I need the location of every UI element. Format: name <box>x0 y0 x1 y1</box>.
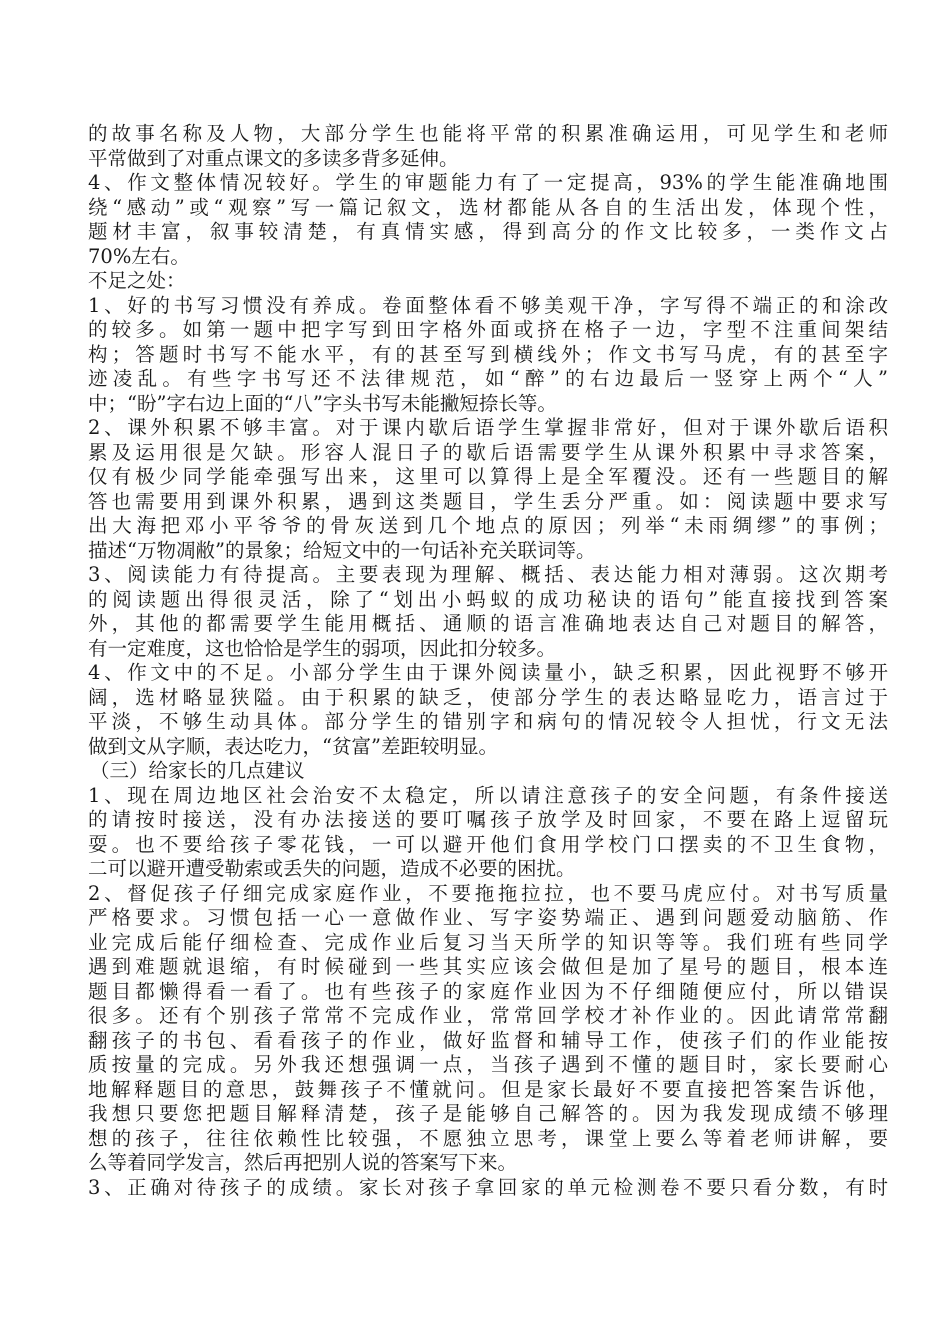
text-line: 耍。也不要给孩子零花钱，一可以避开他们食用学校门口摆卖的不卫生食物， <box>88 832 888 856</box>
text-line: 构；答题时书写不能水平，有的甚至写到横线外；作文书写马虎，有的甚至字 <box>88 342 888 366</box>
text-line: 仅有极少同学能牵强写出来，这里可以算得上是全军覆没。还有一些题目的解 <box>88 465 888 488</box>
text-line: 有一定难度，这也恰恰是学生的弱项，因此扣分较多。 <box>88 636 557 660</box>
text-line: 业完成后能仔细检查、完成作业后复习当天所学的知识等等。我们班有些同学 <box>88 930 888 954</box>
text-line: 严格要求。习惯包括一心一意做作业、写字姿势端正、遇到问题爱动脑筋、作 <box>88 906 888 929</box>
text-line: 的阅读题出得很灵活，除了“划出小蚂蚁的成功秘诀的语句”能直接找到答案 <box>88 587 888 611</box>
text-line: 不足之处： <box>88 269 186 292</box>
text-line: 想的孩子，往往依赖性比较强，不愿独立思考，课堂上要么等着老师讲解，要 <box>88 1126 888 1150</box>
text-line: 中；“盼”字右边上面的“八”字头书写未能撇短捺长等。 <box>88 391 557 415</box>
text-line: 么等着同学发言，然后再把别人说的答案写下来。 <box>88 1151 518 1174</box>
text-line: 1、好的书写习惯没有养成。卷面整体看不够美观干净，字写得不端正的和涂改 <box>88 293 888 317</box>
text-line: 题材丰富，叙事较清楚，有真情实感，得到高分的作文比较多，一类作文占 <box>88 220 888 243</box>
text-line: 翻孩子的书包、看看孩子的作业，做好监督和辅导工作，使孩子们的作业能按 <box>88 1028 888 1052</box>
text-line: 4、作文中的不足。小部分学生由于课外阅读量小，缺乏积累，因此视野不够开 <box>88 661 888 684</box>
text-line: 外，其他的都需要学生能用概括、通顺的语言准确地表达自己对题目的解答， <box>88 612 888 635</box>
text-line: 绕“感动”或“观察”写一篇记叙文，选材都能从各自的生活出发，体现个性， <box>88 195 888 219</box>
text-line: 质按量的完成。另外我还想强调一点，当孩子遇到不懂的题目时，家长要耐心 <box>88 1053 888 1076</box>
text-line: 平常做到了对重点课文的多读多背多延伸。 <box>88 146 459 170</box>
text-line: 2、督促孩子仔细完成家庭作业，不要拖拖拉拉，也不要马虎应付。对书写质量 <box>88 881 888 905</box>
text-line: 1、现在周边地区社会治安不太稳定，所以请注意孩子的安全问题，有条件接送 <box>88 783 888 807</box>
document-body <box>88 122 888 1200</box>
text-line: 70%左右。 <box>88 244 190 268</box>
text-line: 二可以避开遭受勒索或丢失的问题，造成不必要的困扰。 <box>88 857 576 880</box>
text-line: 题目都懒得看一看了。也有些孩子的家庭作业因为不仔细随便应付，所以错误 <box>88 979 888 1003</box>
text-line: 迹凌乱。有些字书写还不法律规范，如“醉”的右边最后一竖穿上两个“人” <box>88 367 888 390</box>
text-line: 描述“万物凋敝”的景象；给短文中的一句话补充关联词等。 <box>88 538 596 562</box>
text-line: 遇到难题就退缩，有时候碰到一些其实应该会做但是加了星号的题目，根本连 <box>88 955 888 978</box>
text-line: 阔，选材略显狭隘。由于积累的缺乏，使部分学生的表达略显吃力，语言过于 <box>88 685 888 709</box>
text-line: 平淡，不够生动具体。部分学生的错别字和病句的情况较令人担忧，行文无法 <box>88 710 888 733</box>
text-line: 3、阅读能力有待提高。主要表现为理解、概括、表达能力相对薄弱。这次期考 <box>88 563 888 586</box>
section-heading: （三）给家长的几点建议 <box>90 759 305 782</box>
text-line: 出大海把邓小平爷爷的骨灰送到几个地点的原因；列举“未雨绸缪”的事例； <box>88 514 888 537</box>
text-line: 累及运用很是欠缺。形容人混日子的歇后语需要学生从课外积累中寻求答案， <box>88 440 888 464</box>
text-line: 地解释题目的意思，鼓舞孩子不懂就问。但是家长最好不要直接把答案告诉他， <box>88 1077 888 1101</box>
text-line: 答也需要用到课外积累，遇到这类题目，学生丢分严重。如：阅读题中要求写 <box>88 489 888 513</box>
text-line: 4、作文整体情况较好。学生的审题能力有了一定提高，93%的学生能准确地围 <box>88 171 888 194</box>
text-line: 的较多。如第一题中把字写到田字格外面或挤在格子一边，字型不注重间架结 <box>88 318 888 341</box>
text-line: 我想只要您把题目解释清楚，孩子是能够自己解答的。因为我发现成绩不够理 <box>88 1102 888 1125</box>
text-line: 的请按时接送，没有办法接送的要叮嘱孩子放学及时回家，不要在路上逗留玩 <box>88 808 888 831</box>
text-line: 的故事名称及人物，大部分学生也能将平常的积累准确运用，可见学生和老师 <box>88 122 888 145</box>
text-line: 2、课外积累不够丰富。对于课内歇后语学生掌握非常好，但对于课外歇后语积 <box>88 416 888 439</box>
text-line: 做到文从字顺，表达吃力，“贫富”差距较明显。 <box>88 734 498 758</box>
text-line: 很多。还有个别孩子常常不完成作业，常常回学校才补作业的。因此请常常翻 <box>88 1004 888 1027</box>
text-line: 3、正确对待孩子的成绩。家长对孩子拿回家的单元检测卷不要只看分数，有时 <box>88 1175 888 1199</box>
